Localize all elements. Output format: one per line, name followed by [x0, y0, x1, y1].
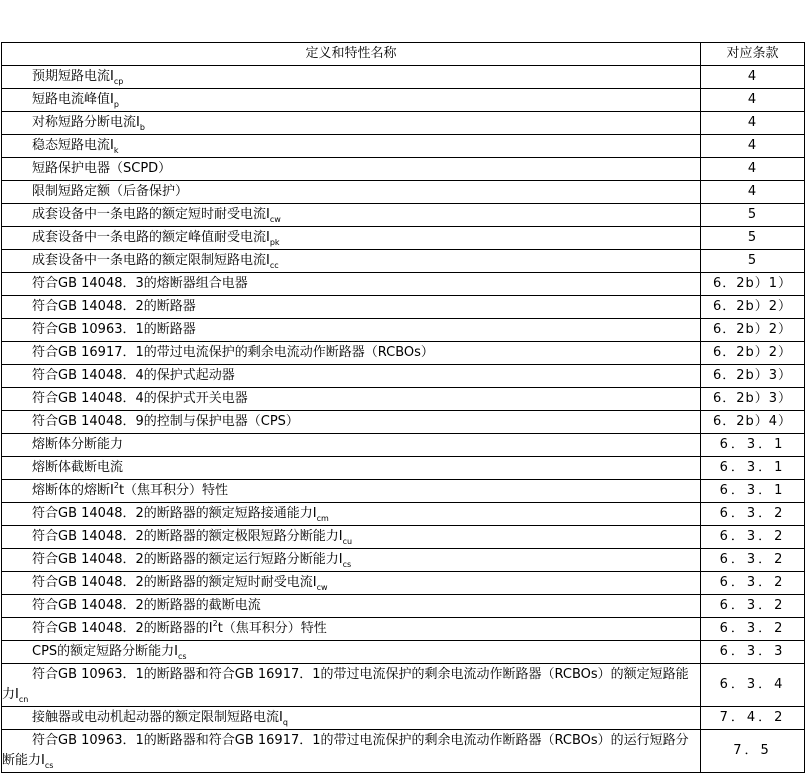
definition-name — [2, 365, 701, 388]
clause-reference: 4 — [701, 181, 805, 204]
table-row — [2, 503, 805, 526]
definition-subscript: cw — [269, 215, 281, 224]
definition-text: 成套设备中一条电路的额定短时耐受电流I — [32, 207, 270, 222]
clause-reference: 7．4．2 — [701, 707, 805, 730]
definition-name — [2, 503, 701, 526]
table-row — [2, 135, 805, 158]
table-row — [2, 526, 805, 549]
clause-reference: 6．3．1 — [701, 457, 805, 480]
definition-name — [2, 411, 701, 434]
clause-reference: 5 — [701, 227, 805, 250]
definition-text: CPS的额定短路分断能力I — [32, 644, 179, 659]
table-row — [2, 89, 805, 112]
definition-text: 符合GB 14048．2的断路器的截断电流 — [32, 598, 261, 613]
clause-reference: 5 — [701, 204, 805, 227]
definition-name — [2, 730, 701, 773]
definition-text: 熔断体的熔断I — [32, 483, 114, 498]
table-row — [2, 549, 805, 572]
table-row — [2, 365, 805, 388]
definition-name — [2, 319, 701, 342]
definition-text: 符合GB 14048．2的断路器的I — [32, 621, 213, 636]
definition-name — [2, 595, 701, 618]
table-row — [2, 664, 805, 707]
definition-text: 符合GB 10963．1的断路器和符合GB 16917．1的带过电流保护的剩余电流动作断路器（RCBOs）的额定短路能力I — [2, 667, 689, 702]
definition-superscript: 2 — [212, 619, 218, 628]
table-header-row — [2, 43, 805, 66]
definition-text: 符合GB 14048．2的断路器的额定短时耐受电流I — [32, 575, 317, 590]
definition-name — [2, 273, 701, 296]
definition-subscript: pk — [269, 238, 280, 247]
definition-text: 限制短路定额（后备保护） — [32, 184, 189, 199]
clause-reference: 6．3．1 — [701, 480, 805, 503]
definition-text: 成套设备中一条电路的额定限制短路电流I — [32, 253, 270, 268]
table-row — [2, 319, 805, 342]
definition-name — [2, 388, 701, 411]
definition-superscript: 2 — [113, 481, 119, 490]
definition-subscript: cc — [269, 261, 279, 270]
clause-reference: 6．2b）4） — [701, 411, 805, 434]
clause-reference: 6．3．2 — [701, 572, 805, 595]
definition-subscript: p — [113, 100, 119, 109]
table-row — [2, 158, 805, 181]
table-row — [2, 66, 805, 89]
table-row — [2, 112, 805, 135]
definition-text: 熔断体分断能力 — [32, 437, 124, 452]
clause-reference: 6．2b）3） — [701, 388, 805, 411]
clause-reference: 4 — [701, 112, 805, 135]
definition-name — [2, 618, 701, 641]
definition-name — [2, 296, 701, 319]
definition-subscript: cs — [178, 652, 187, 661]
clause-reference: 4 — [701, 66, 805, 89]
clause-reference: 6．3．2 — [701, 618, 805, 641]
table-row — [2, 411, 805, 434]
header-name: 定义和特性名称 — [2, 43, 701, 66]
definition-name — [2, 181, 701, 204]
header-clause: 对应条款 — [701, 43, 805, 66]
definition-text: 符合GB 14048．2的断路器 — [32, 299, 196, 314]
definition-text: 符合GB 14048．3的熔断器组合电器 — [32, 276, 248, 291]
definition-name — [2, 342, 701, 365]
clause-reference: 4 — [701, 158, 805, 181]
definition-name — [2, 641, 701, 664]
table-row — [2, 595, 805, 618]
definition-name — [2, 227, 701, 250]
clause-reference: 6．3．2 — [701, 503, 805, 526]
clause-reference: 7．5 — [701, 730, 805, 773]
definition-text: 符合GB 14048．4的保护式开关电器 — [32, 391, 248, 406]
definition-subscript: cp — [113, 77, 124, 86]
table-row — [2, 181, 805, 204]
definition-name — [2, 89, 701, 112]
definition-text: 符合GB 14048．4的保护式起动器 — [32, 368, 235, 383]
clause-reference: 4 — [701, 135, 805, 158]
definition-name — [2, 549, 701, 572]
clause-reference: 6．3．3 — [701, 641, 805, 664]
table-row — [2, 296, 805, 319]
definition-text: 短路保护电器（SCPD） — [32, 161, 172, 176]
definition-text: 符合GB 14048．2的断路器的额定极限短路分断能力I — [32, 529, 343, 544]
definition-subscript: cs — [44, 761, 54, 770]
table-row — [2, 707, 805, 730]
table-row — [2, 641, 805, 664]
table-row — [2, 434, 805, 457]
definition-text: 熔断体截断电流 — [32, 460, 124, 475]
definition-name — [2, 434, 701, 457]
definition-name — [2, 112, 701, 135]
table-row — [2, 273, 805, 296]
definition-name — [2, 135, 701, 158]
clause-reference: 6．3．1 — [701, 434, 805, 457]
definition-subscript: cm — [316, 514, 329, 523]
definition-subscript: q — [282, 718, 288, 727]
definition-subscript: cu — [342, 537, 353, 546]
definition-text: 预期短路电流I — [32, 69, 114, 84]
definition-text: 对称短路分断电流I — [32, 115, 140, 130]
clause-reference: 6．3．4 — [701, 664, 805, 707]
definition-text: 稳态短路电流I — [32, 138, 114, 153]
table-row — [2, 572, 805, 595]
table-row — [2, 204, 805, 227]
definition-text-suffix: t（焦耳积分）特性 — [118, 483, 229, 498]
definition-name — [2, 572, 701, 595]
clause-reference: 6．3．2 — [701, 595, 805, 618]
definitions-table — [1, 42, 805, 773]
clause-reference: 6．2b）1） — [701, 273, 805, 296]
table-row — [2, 480, 805, 503]
table-row — [2, 457, 805, 480]
table-row — [2, 342, 805, 365]
definition-text: 成套设备中一条电路的额定峰值耐受电流I — [32, 230, 270, 245]
definition-subscript: cs — [342, 560, 352, 569]
table-row — [2, 250, 805, 273]
clause-reference: 6．2b）3） — [701, 365, 805, 388]
definition-name — [2, 664, 701, 707]
definition-name — [2, 707, 701, 730]
clause-reference: 6．2b）2） — [701, 296, 805, 319]
definition-text-suffix: t（焦耳积分）特性 — [217, 621, 327, 636]
definition-text: 符合GB 14048．2的断路器的额定运行短路分断能力I — [32, 552, 343, 567]
definition-name — [2, 66, 701, 89]
table-row — [2, 227, 805, 250]
table-row — [2, 388, 805, 411]
definition-subscript: cn — [18, 695, 29, 704]
definition-text: 符合GB 10963．1的断路器和符合GB 16917．1的带过电流保护的剩余电流动作断路器（RCBOs）的运行短路分断能力I — [2, 733, 689, 768]
clause-reference: 4 — [701, 89, 805, 112]
definition-text: 符合GB 14048．9的控制与保护电器（CPS） — [32, 414, 299, 429]
clause-reference: 6．2b）2） — [701, 319, 805, 342]
definition-name — [2, 158, 701, 181]
definition-subscript: b — [139, 123, 145, 132]
definition-text: 符合GB 10963．1的断路器 — [32, 322, 196, 337]
table-row — [2, 618, 805, 641]
clause-reference: 6．3．2 — [701, 549, 805, 572]
definition-text: 接触器或电动机起动器的额定限制短路电流I — [32, 710, 283, 725]
definition-name — [2, 526, 701, 549]
definition-text: 符合GB 14048．2的断路器的额定短路接通能力I — [32, 506, 317, 521]
definition-text: 符合GB 16917．1的带过电流保护的剩余电流动作断路器（RCBOs） — [32, 345, 434, 360]
definition-name — [2, 204, 701, 227]
clause-reference: 5 — [701, 250, 805, 273]
table-row — [2, 730, 805, 773]
clause-reference: 6．3．2 — [701, 526, 805, 549]
definition-text: 短路电流峰值I — [32, 92, 114, 107]
clause-reference: 6．2b）2） — [701, 342, 805, 365]
definition-name — [2, 457, 701, 480]
definition-subscript: cw — [316, 583, 328, 592]
definition-name — [2, 250, 701, 273]
definition-name — [2, 480, 701, 503]
definition-subscript: k — [113, 146, 119, 155]
table-body — [2, 66, 805, 773]
